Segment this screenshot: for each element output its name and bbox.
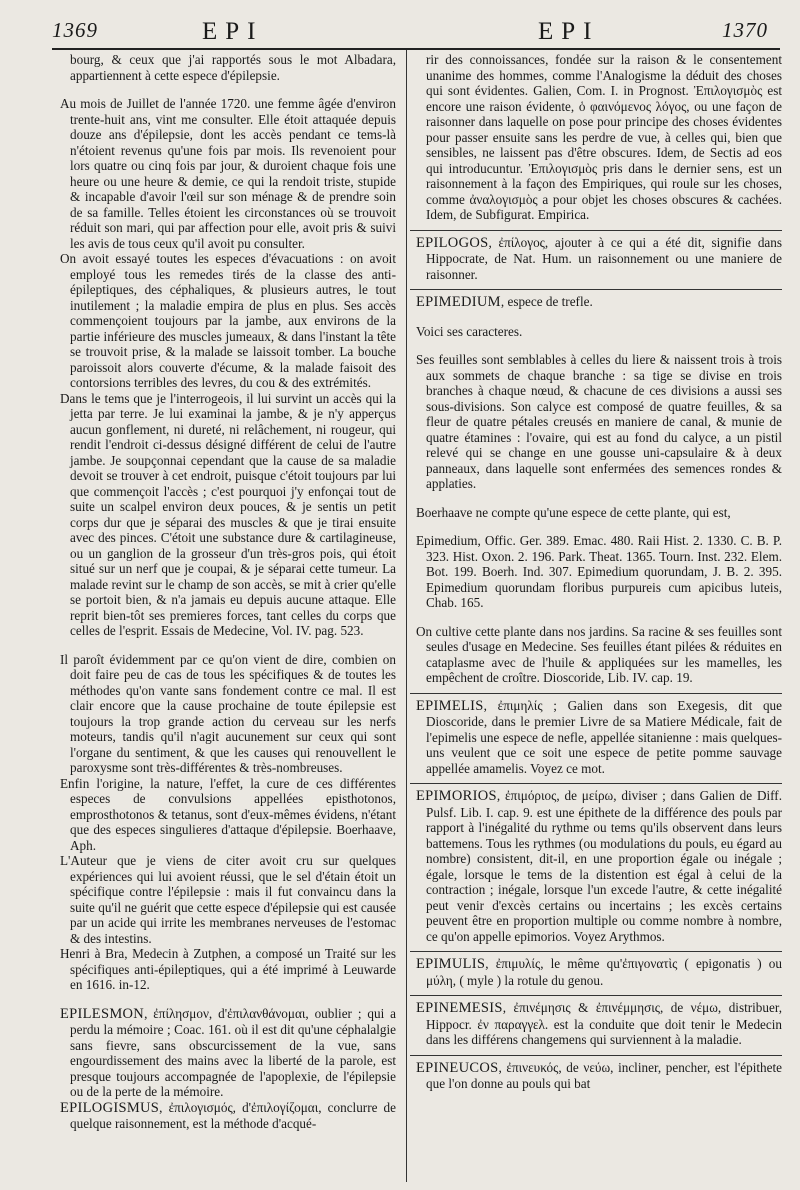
right-page-number: 1370	[722, 18, 768, 42]
paragraph-text: bourg, & ceux que j'ai rapportés sous le mot Albadara, appartiennent à cette espece d'épilepsie.	[70, 52, 396, 83]
paragraph-text: , ἐπίλησμον, d'ἐπιλανθάνομαι, oublier ; qui a perdu la mémoire ; Coac. 161. où il est dit qu'une céphalalgie sans fievre, sans obscurcissement de la vue, sans engourdissement des mains avec la liberté de la parole, est presque toujours accompagnée de l'apoplexie, de l'épilepsie ou de la perte de la mémoire.	[70, 1005, 396, 1099]
paragraph-text: Ses feuilles sont semblables à celles du liere & naissent trois à trois aux sommets de chaque branche : sa tige se divise en trois branches à chaque nœud, & chacune de ces divisions a aussi ses sous-divisions. Son calyce est composé de quatre feuilles, & sa fleur de quatre pétales creusés en maniere de canal, & munie de quatre étamines : l'ovaire, qui est au fond du calyce, a un pistil relevé qui se change en une gousse uni-capsulaire & à deux panneaux, dans laquelle sont enfermées des semences rondes & applaties.	[416, 352, 782, 491]
paragraph-text: rir des connoissances, fondée sur la raison & le consentement unanime des hommes, comme l'Analogisme la déduit des choses qui sont évidentes. Galien, Com. I. in Prognost. Ἐπιλογισμὸς est encore une raison évidente, ὁ φαινόμενος λόγος, ou une façon de raisonner dans laquelle on pose pour principe des choses évidentes pour passer ensuite sans les perdre de vue, à celles qui, bien que sensibles, ne laissent pas d'être obscures. Idem, de Sectis ad eos qui introducuntur. Ἐπιλογισμὸς pris dans le dernier sens, est un raisonnement à la façon des Empiriques, qui roule sur les choses, comme ἀναλογισμὸς a pour objet les choses obscures & cachées. Idem, de Subfigurat. Empirica.	[426, 52, 782, 222]
left-heading: EPI	[202, 18, 264, 45]
header-rule	[52, 48, 780, 50]
paragraph	[416, 533, 782, 611]
paragraph	[60, 652, 396, 776]
running-header	[52, 18, 780, 48]
paragraph-text: Voici ses caracteres.	[416, 323, 523, 339]
paragraph-text: Au mois de Juillet de l'année 1720. une femme âgée d'environ trente-huit ans, vint me consulter. Elle étoit attaquée depuis douze ans d'épilepsie, dont les accès pendant ce tems-là n'étoient revenus qu'une fois par mois. Ils revenoient pour lors quatre ou cinq fois par jour, & duroient chaque fois une heure ou une heure & demie, ce qui la rendoit triste, stupide & incapable d'avoir l'œil sur son ménage & de prendre soin de sa famille. Telles étoient les circonstances où se trouvoit réduit son mari, qui par affection pour elle, avoit pris & suivi les avis de tous ceux qu'il avoit pu consulter.	[60, 96, 396, 251]
paragraph-text: , ἐπινέμησις & ἐπινέμμησις, de νέμω, distribuer, Hippocr. ἐν παραγγελ. est la conduite que doit tenir le Medecin dans les différens changemens qui surviennent à la maladie.	[426, 1000, 782, 1047]
dictionary-entry	[416, 1000, 782, 1048]
paragraph-text: , ἐπίλογος, ajouter à ce qui a été dit, signifie dans Hippocrate, de Nat. Hum. un raisonnement ou une maniere de raisonner.	[426, 234, 782, 282]
left-page-number: 1369	[52, 18, 98, 42]
paragraph	[416, 505, 782, 521]
paragraph-text: Boerhaave ne compte qu'une espece de cette plante, qui est,	[416, 504, 731, 520]
dictionary-entry	[416, 1060, 782, 1092]
paragraph	[416, 52, 782, 223]
entry-headword: EPIMORIOS	[416, 788, 497, 804]
paragraph-text: On cultive cette plante dans nos jardins. Sa racine & ses feuilles sont seules d'usage en Medecine. Ses feuilles étant pilées & réduites en cataplasme avec de l'huile & appliquées sur les mamelles, les empêchent de croître. Dioscoride, Lib. IV. cap. 19.	[416, 623, 782, 685]
paragraph	[60, 96, 396, 251]
paragraph-text: Henri à Bra, Medecin à Zutphen, a composé un Traité sur les spécifiques anti-épileptiques, qui a été imprimé à Leuwarde en 1616. in-12.	[60, 946, 396, 992]
left-column	[60, 52, 396, 1132]
right-column	[416, 52, 782, 1092]
entry-rule	[410, 230, 782, 231]
paragraph-text: , espece de trefle.	[500, 294, 593, 309]
paragraph	[60, 853, 396, 946]
dictionary-entry	[416, 294, 782, 311]
paragraph	[416, 324, 782, 340]
dictionary-entry	[60, 1100, 396, 1132]
entry-rule	[410, 951, 782, 952]
paragraph	[416, 352, 782, 492]
dictionary-entry	[416, 698, 782, 777]
paragraph-text: , ἐπιμηλίς ; Galien dans son Exegesis, dit que Dioscoride, dans le premier Livre de sa Matiere Médicale, fait de l'epimelis une espece de nefle, appellée sitanienne : mais quelques-uns veulent que ce soit une espece de petite pomme sauvage appellée amamelis. Voyez ce mot.	[426, 697, 782, 776]
paragraph-text: Epimedium, Offic. Ger. 389. Emac. 480. Raii Hist. 2. 1330. C. B. P. 323. Hist. Oxon. 2. 196. Park. Theat. 1365. Tourn. Inst. 232. Elem. Bot. 199. Boerh. Ind. 307. Epimedium quorundam, J. B. 2. 395. Epimedium quorundam floribus purpureis cum apicibus luteis, Chab. 165.	[416, 533, 782, 610]
paragraph-text: , ἐπιμόριος, de μείρω, diviser ; dans Galien de Diff. Pulsf. Lib. I. cap. 9. est une épithete de la différence des pouls par rapport à l'inégalité du rythme ou tems qu'ils observent dans leurs battemens. Tous les rythmes (ou modulations du pouls, eu égard au nombre) consistent, dit-il, en une proportion égale ou inégale ; égale, lorsque le tems de la distention est égal à celui de la contraction ; inégale, lorsque l'un excede l'autre, & cette inégalité peut venir d'excès certains ou incertains ; les excès certains peuvent être en proportion multiple ou comme nombre à nombre, ce qu'on appelle epimorios. Voyez Arythmos.	[426, 788, 782, 944]
entry-headword: EPIMEDIUM	[416, 294, 501, 310]
paragraph	[60, 946, 396, 993]
entry-rule	[410, 995, 782, 996]
entry-rule	[410, 289, 782, 290]
paragraph-text: Il paroît évidemment par ce qu'on vient de dire, combien on doit faire peu de cas de tous les spécifiques & de toutes les méthodes qu'on vante sans fondement contre ce mal. Il est clair encore que la cause prochaine de toute épilepsie est toujours la trop grande action du cerveau sur les nerfs moteurs, tandis qu'il n'agit aucunement sur ceux qui sont l'organe du sentiment, & que les causes qui renouvellent le paroxysme sont très-différentes & très-nombreuses.	[60, 651, 396, 775]
dictionary-entry	[416, 788, 782, 944]
entry-headword: EPILOGOS	[416, 234, 489, 251]
paragraph-text: L'Auteur que je viens de citer avoit cru sur quelques expériences qui lui avoient réussi, que le sel d'étain étoit un spécifique contre l'épilepsie : mais il fut convaincu dans la suite qu'il ne guérit que cette espece d'épilepsie qui est causée par un acide qui irrite les membranes nerveuses de l'estomac & des intestins.	[60, 853, 396, 946]
entry-headword: EPINEMESIS	[416, 1000, 503, 1016]
paragraph	[60, 52, 396, 83]
paragraph	[60, 251, 396, 391]
dictionary-entry	[416, 235, 782, 283]
entry-headword: EPINEUCOS	[416, 1059, 499, 1076]
entry-rule	[410, 783, 782, 784]
paragraph-text: Dans le tems que je l'interrogeois, il lui survint un accès qui la jetta par terre. Je lui examinai la jambe, & je n'y apperçus aucun gonflement, ni dureté, ni relâchement, ni rougeur, qui rendit l'endroit ci-dessus désigné différent de celui de l'autre jambe. Je soupçonnai cependant que la cause de sa maladie devoit se trouver à cet endroit, puisque c'étoit toujours par lui que commençoit l'accès ; c'est pourquoi j'y enfonçai tout de suite un scalpel environ deux pouces, & je sentis un petit corps dur que je séparai des muscles & que je tirai ensuite avec des pinces. C'étoit une substance dure & cartilagineuse, ou un ganglion de la grosseur d'un très-gros pois, qui étoit situé sur un nerf que je coupai, & je séparai cette tumeur. La malade revint sur le champ de son accès, se mit à crier qu'elle se portoit bien, & n'a jamais eu depuis aucune attaque. Elle reprit bien-tôt ses premieres forces, tant celles du corps que celles de l'esprit. Essais de Medecine, Vol. IV. pag. 523.	[60, 390, 396, 638]
right-heading: EPI	[538, 18, 600, 45]
paragraph	[60, 776, 396, 854]
paragraph-text: On avoit essayé toutes les especes d'évacuations : on avoit employé tous les remedes tirés de la classe des anti-épileptiques, des céphaliques, & plusieurs autres, le tout inutilement ; la maladie empira de plus en plus. Ses accès commençoient toujours par la jambe, aux environs de la partie inférieure des muscles jumeaux, & dans l'instant la tête se trouvoit prise, & la malade se laissoit tomber. La bouche paroissoit alors couverte d'écume, & la malade faisoit des contorsions terribles des levres, du cou & des extrémités.	[60, 251, 396, 390]
paragraph-text: , ἐπινευκός, de νεύω, incliner, pencher, est l'épithete que l'on donne au pouls qui bat	[426, 1059, 782, 1091]
dictionary-entry	[60, 1006, 396, 1100]
entry-headword: EPIMULIS	[416, 956, 486, 972]
paragraph-text: Enfin l'origine, la nature, l'effet, la cure de ces différentes especes de convulsions appellées episthotonos, emprosthotonos & tetanus, sont d'eux-mêmes évidens, n'étant que des especes singulieres d'attaque d'épilepsie. Boerhaave, Aph.	[60, 775, 396, 853]
paragraph	[416, 624, 782, 686]
column-divider	[406, 50, 407, 1182]
paragraph	[60, 391, 396, 639]
entry-headword: EPIMELIS	[416, 697, 484, 714]
entry-headword: EPILOGISMUS	[60, 1099, 160, 1116]
entry-headword: EPILESMON	[60, 1005, 145, 1022]
dictionary-entry	[416, 956, 782, 988]
paragraph-text: , ἐπιλογισμός, d'ἐπιλογίζομαι, conclurre de quelque raisonnement, est la méthode d'acqué-	[70, 1099, 396, 1131]
entry-rule	[410, 1055, 782, 1056]
entry-rule	[410, 693, 782, 694]
paragraph-text: , ἐπιμυλίς, le même qu'ἐπιγονατὶς ( epigonatis ) ou μύλη, ( myle ) la rotule du genou.	[426, 956, 782, 988]
